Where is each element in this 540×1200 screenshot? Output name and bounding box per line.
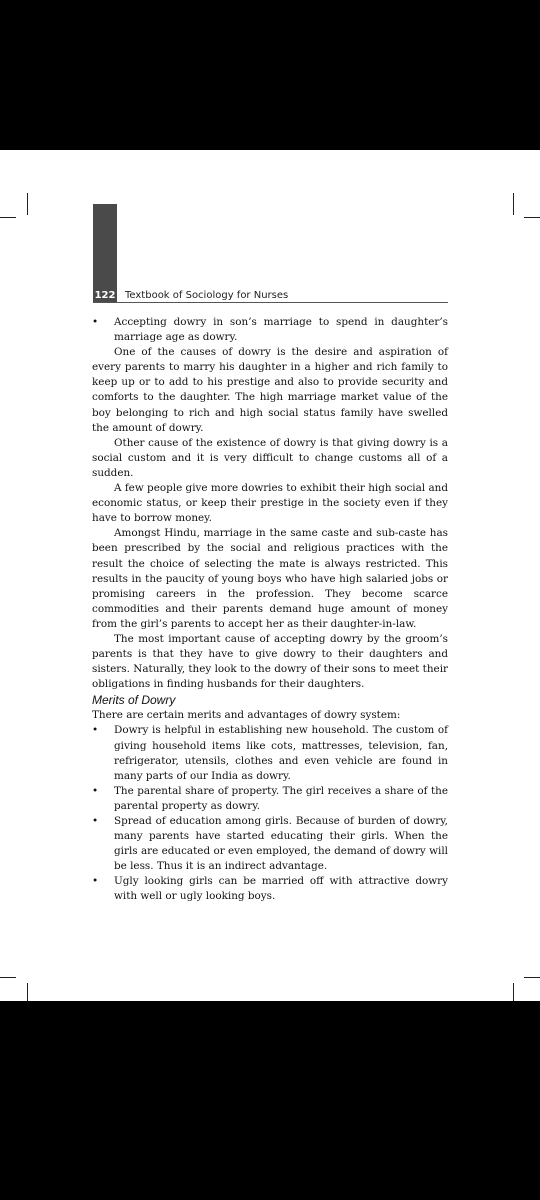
paragraph: The most important cause of accepting dowry by the groom’s parents is that they have to give dowry to their daughters and sisters. Naturally, they look to the dowry of their sons to meet their obligations in finding husbands for their daughters.: [92, 632, 448, 691]
list-item: [92, 784, 448, 814]
list-item: [92, 874, 448, 904]
crop-mark-bottom-left-h: [0, 977, 16, 978]
crop-mark-bottom-left-v: [27, 983, 28, 1001]
crop-mark-top-right-h: [524, 217, 540, 218]
bullet-icon: •: [92, 724, 99, 737]
crop-mark-top-left-v: [27, 193, 28, 215]
list-item: [92, 814, 448, 874]
bullet-icon: •: [92, 815, 99, 827]
book-page: [0, 150, 540, 1001]
paragraph: Amongst Hindu, marriage in the same caste and sub-caste has been prescribed by the social and religious practices with the result the choice of selecting the mate is always restricted. This results in the paucity of young boys who have high salaried jobs or promising careers in the profession. They become scarce commodities and their parents demand huge amount of money from the girl’s parents to accept her as their daughter-in-law.: [92, 527, 448, 630]
list-item-text: Accepting dowry in son’s marriage to spend in daughter’s marriage age as dowry.: [114, 316, 448, 344]
paragraph: A few people give more dowries to exhibit their high social and economic status, or keep their prestige in the society even if they have to borrow money.: [92, 482, 448, 525]
list-item-text: Dowry is helpful in establishing new household. The custom of giving household items like cots, mattresses, television, fan, refrigerator, utensils, clothes and even vehicle are found in many parts of our India as dowry.: [114, 724, 448, 782]
section-heading: Merits of Dowry: [92, 693, 176, 708]
bullet-icon: •: [92, 875, 99, 888]
running-header-title: Textbook of Sociology for Nurses: [125, 290, 289, 301]
crop-mark-top-right-v: [513, 193, 514, 215]
list-item-text: Spread of education among girls. Because of burden of dowry, many parents have started educating their girls. When the girls are educated or even employed, the demand of dowry will be less. Thus it is an indirect advantage.: [114, 815, 448, 873]
paragraph: One of the causes of dowry is the desire and aspiration of every parents to marry his daughter in a higher and rich family to keep up or to add to his prestige and also to provide security and comforts to the daughter. The high marriage market value of the boy belonging to rich and high social status family have swelled the amount of dowry.: [92, 346, 448, 434]
list-item-text: The parental share of property. The girl receives a share of the parental property as dowry.: [114, 784, 448, 812]
list-item: [92, 315, 448, 345]
page-number: 122: [94, 290, 116, 301]
bullet-icon: •: [92, 316, 99, 328]
crop-mark-bottom-right-v: [513, 983, 514, 1001]
crop-mark-top-left-h: [0, 217, 16, 218]
bullet-icon: •: [92, 784, 99, 797]
crop-mark-bottom-right-h: [524, 977, 540, 978]
list-item-text: Ugly looking girls can be married off with attractive dowry with well or ugly looking boys.: [114, 875, 448, 903]
page-content: [92, 315, 448, 905]
paragraph: Other cause of the existence of dowry is that giving dowry is a social custom and it is very difficult to change customs all of a sudden.: [92, 436, 448, 479]
header-rule: [93, 302, 448, 303]
list-item: [92, 723, 448, 783]
section-intro: There are certain merits and advantages of dowry system:: [92, 709, 401, 722]
